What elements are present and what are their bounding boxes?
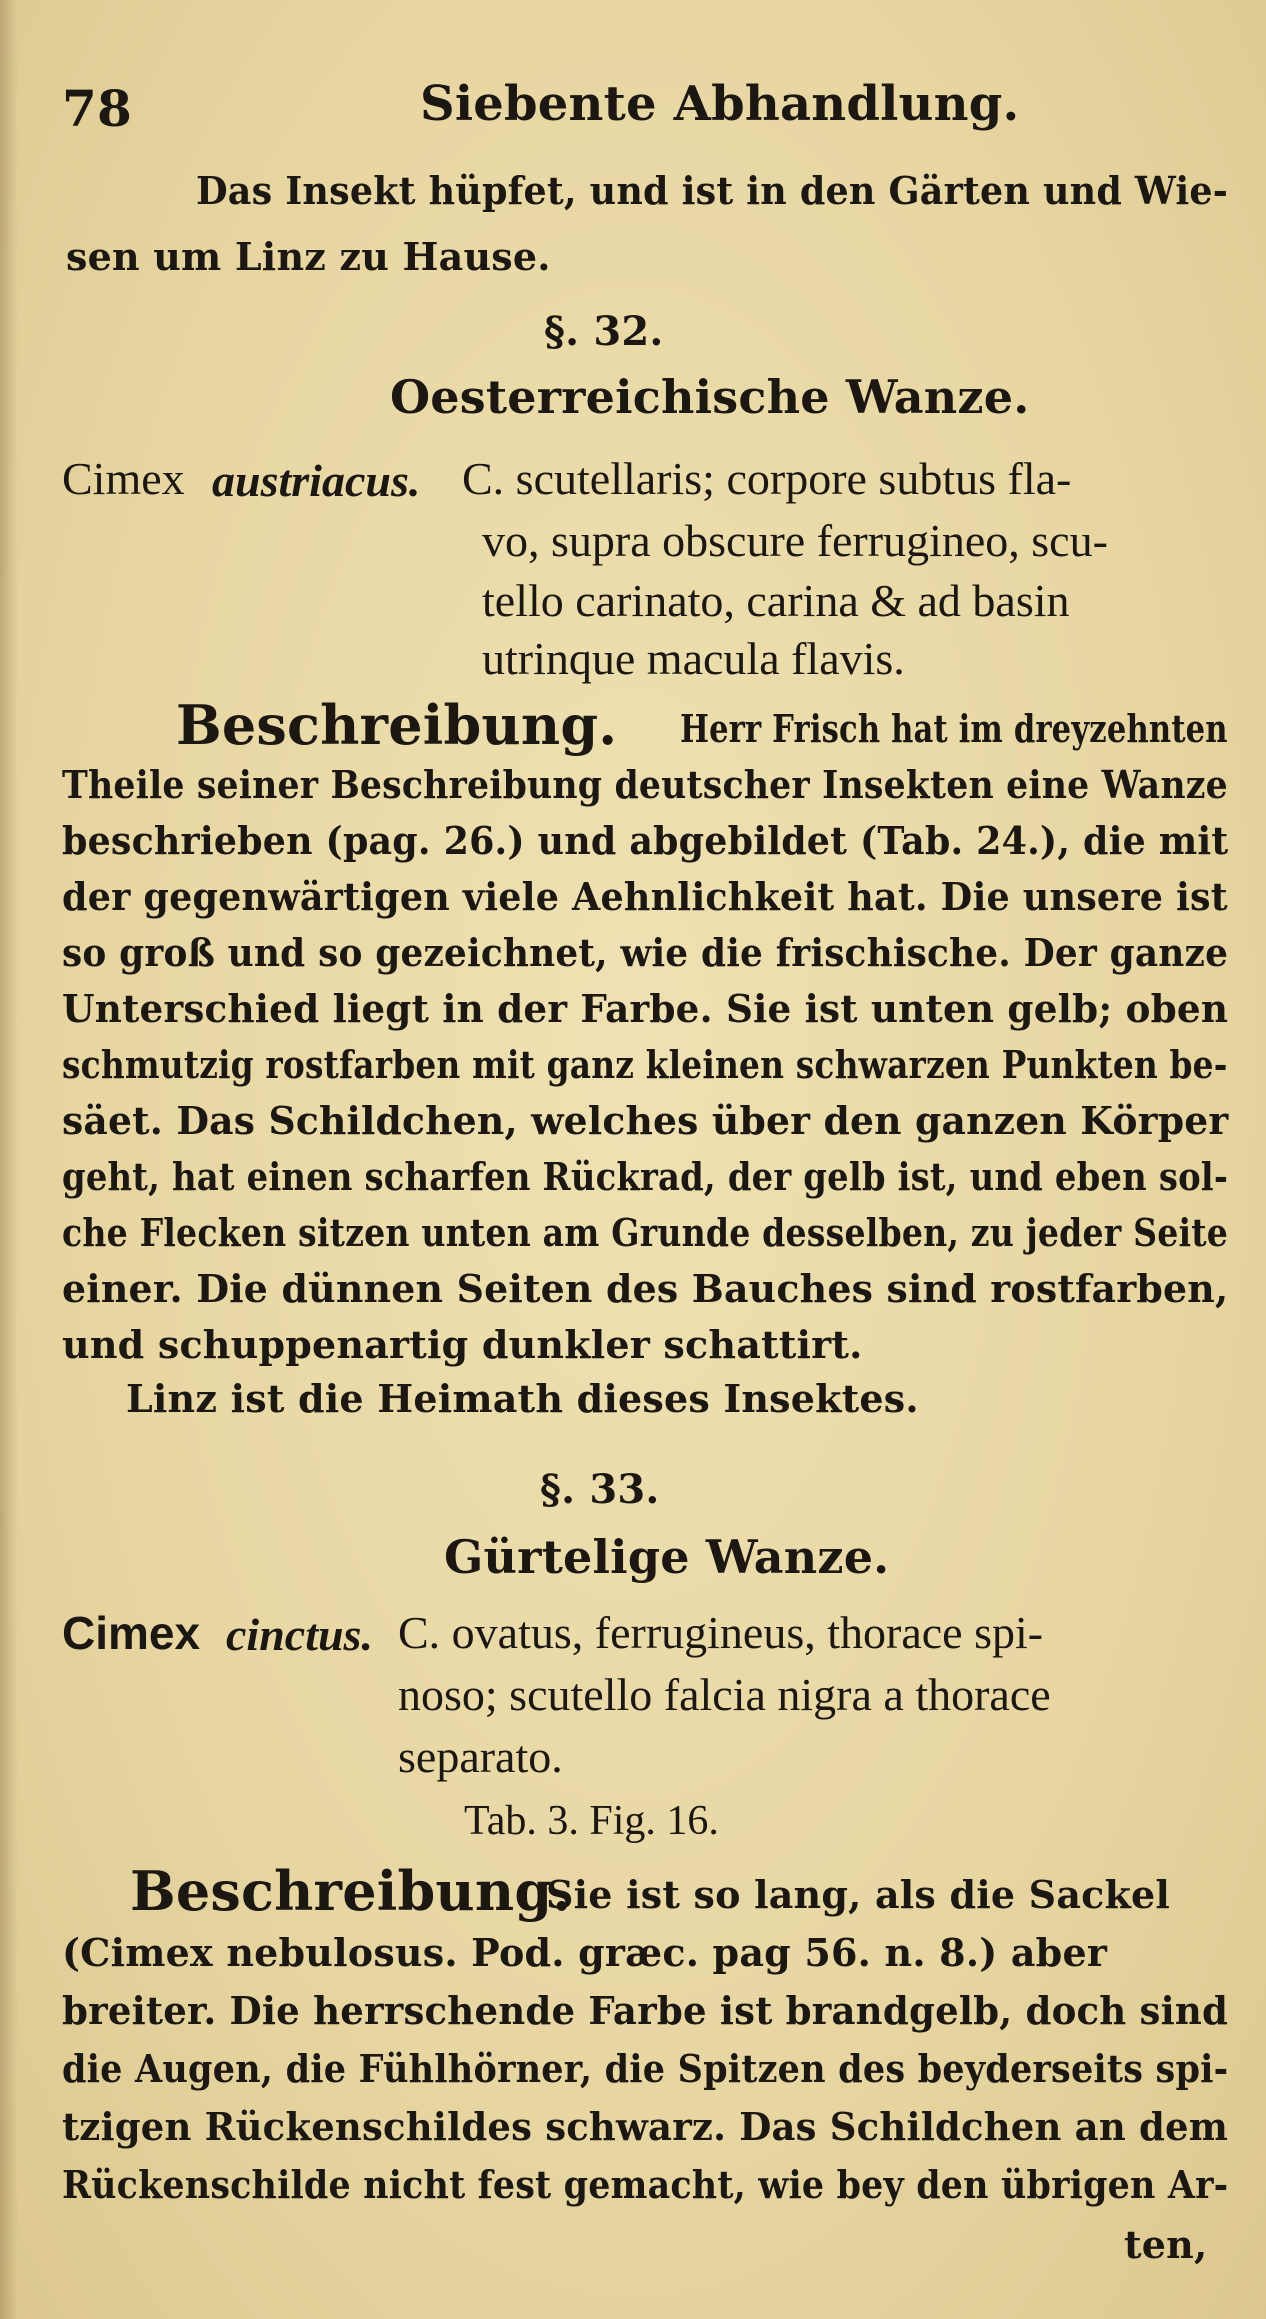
- section-32-latin-line-4: utrinque macula flavis.: [482, 633, 905, 684]
- section-32-description-line-2: Theile seiner Beschreibung deutscher Insekten eine Wanze: [62, 762, 1228, 807]
- section-33-description-line-6: Rückenschilde nicht fest gemacht, wie bey den übrigen Ar-: [62, 2162, 1229, 2207]
- section-33-description-line-3: breiter. Die herrschende Farbe ist brandgelb, doch sind: [62, 1988, 1229, 2033]
- section-32-description-line-7: schmutzig rostfarben mit ganz kleinen schwarzen Punkten be-: [62, 1042, 1228, 1087]
- section-32-description-line-12: und schuppenartig dunkler schattirt.: [62, 1322, 863, 1367]
- section-33-description-heading: Beschreibung.: [130, 1859, 572, 1923]
- section-32-latin-line-1: C. scutellaris; corpore subtus fla-: [462, 453, 1072, 504]
- section-32-description-line-6: Unterschied liegt in der Farbe. Sie ist unten gelb; oben: [62, 986, 1229, 1031]
- section-32-description-heading: Beschreibung.: [176, 693, 618, 757]
- section-32-description-line-10: che Flecken sitzen unten am Grunde desselben, zu jeder Seite: [62, 1210, 1228, 1255]
- section-33-description-line-2: (Cimex nebulosus. Pod. græc. pag 56. n. 8.) aber: [62, 1930, 1108, 1975]
- section-32-latin-line-3: tello carinato, carina & ad basin: [482, 575, 1070, 626]
- section-32-description-line-11: einer. Die dünnen Seiten des Bauches sind rostfarben,: [62, 1266, 1229, 1311]
- section-33-title: Gürtelige Wanze.: [444, 1530, 890, 1584]
- section-32-description-line-5: so groß und so gezeichnet, wie die frischische. Der ganze: [62, 930, 1229, 975]
- section-33-description-line-7: ten,: [1124, 2222, 1208, 2267]
- section-32-description-line-9: geht, hat einen scharfen Rückrad, der gelb ist, und eben sol-: [62, 1154, 1229, 1199]
- section-33-latin-genus: Cimex: [62, 1607, 201, 1659]
- section-32-title: Oesterreichische Wanze.: [390, 370, 1030, 424]
- section-32-latin-species: austriacus.: [212, 455, 421, 506]
- section-33-description-line-4: die Augen, die Fühlhörner, die Spitzen des beyderseits spi-: [62, 2046, 1229, 2091]
- section-33-latin-line-1: C. ovatus, ferrugineus, thorace spi-: [398, 1607, 1044, 1658]
- page-number: 78: [62, 79, 132, 138]
- section-32-description-line-4: der gegenwärtigen viele Aehnlichkeit hat. Die unsere ist: [62, 874, 1228, 919]
- section-33-latin-line-3: separato.: [398, 1731, 563, 1782]
- section-33-description-line-5: tzigen Rückenschildes schwarz. Das Schildchen an dem: [62, 2104, 1229, 2149]
- section-33-number: §. 33.: [540, 1466, 660, 1513]
- section-32-description-line-1: Herr Frisch hat im dreyzehnten: [680, 706, 1228, 751]
- section-32-description-line-13: Linz ist die Heimath dieses Insektes.: [126, 1376, 919, 1421]
- section-33-table-reference: Tab. 3. Fig. 16.: [464, 1798, 719, 1844]
- section-32-number: §. 32.: [544, 308, 664, 355]
- section-33-latin-species: cinctus.: [226, 1609, 373, 1660]
- section-32-latin-line-2: vo, supra obscure ferrugineo, scu-: [482, 515, 1108, 566]
- section-32-description-line-3: beschrieben (pag. 26.) und abgebildet (Tab. 24.), die mit: [62, 818, 1229, 863]
- running-title: Siebente Abhandlung.: [420, 76, 1020, 132]
- section-33-latin-line-2: noso; scutello falcia nigra a thorace: [398, 1669, 1051, 1720]
- intro-line-1: Das Insekt hüpfet, und ist in den Gärten und Wie-: [196, 168, 1229, 213]
- intro-line-2: sen um Linz zu Hause.: [66, 234, 551, 279]
- section-32-description-line-8: säet. Das Schildchen, welches über den ganzen Körper: [62, 1098, 1229, 1143]
- section-32-latin-genus: Cimex: [62, 453, 185, 504]
- section-33-description-line-1: Sie ist so lang, als die Sackel: [546, 1872, 1171, 1917]
